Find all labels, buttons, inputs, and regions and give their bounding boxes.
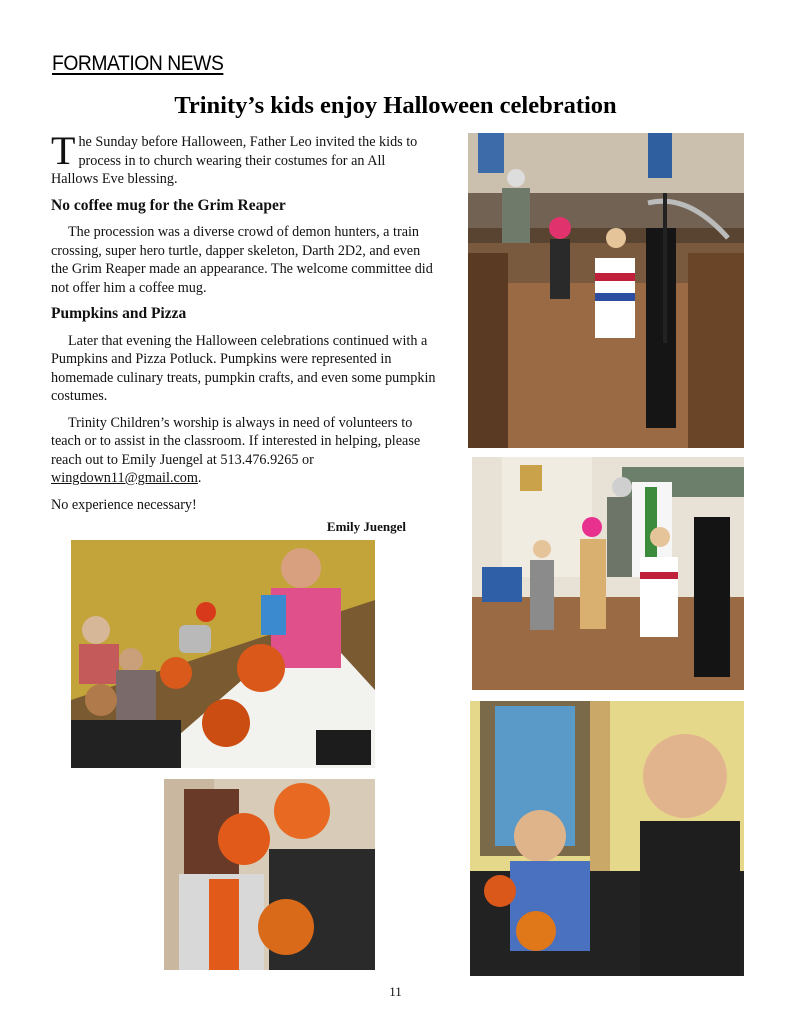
section-header: FORMATION NEWS [52,52,224,75]
photo-costumed-kids [472,457,744,690]
article-title: Trinity’s kids enjoy Halloween celebration [174,92,617,119]
procession-paragraph: The procession was a diverse crowd of demon hunters, a train crossing, super hero turtle, dapper skeleton, Darth 2D2, and even the Grim Reaper made an appearance. The welcome committee did not offer him a coffee mug. [51,224,433,296]
subheading-pumpkins-pizza: Pumpkins and Pizza [51,305,187,322]
photo-kids-with-pumpkin [470,701,744,976]
volunteer-end: . [197,470,202,486]
email-link[interactable]: wingdown11@gmail.com [51,470,198,486]
closing-line: No experience necessary! [51,496,197,513]
photo-pumpkin-carving [71,540,375,768]
article-body [51,128,436,537]
intro-text: he Sunday before Halloween, Father Leo invited the kids to process in to church wearing their costumes for an All Hallows Eve blessing. [51,134,418,187]
author-byline: Emily Juengel [326,519,406,534]
intro-paragraph [51,128,436,189]
photo-pumpkin-masks [164,779,375,970]
subheading-grim-reaper: No coffee mug for the Grim Reaper [51,196,286,214]
volunteer-text: Trinity Children’s worship is always in need of volunteers to teach or to assist in the classroom. If interested in helping, please reach out to Emily Juengel at 513.476.9265 or [51,414,421,468]
photo-church-procession [468,133,744,448]
pumpkins-paragraph: Later that evening the Halloween celebrations continued with a Pumpkins and Pizza Potluck. Pumpkins were represented in homemade culinary treats, pumpkin crafts, and even some pumpkin costumes. [51,332,436,404]
page-number: 11 [389,984,402,999]
volunteer-paragraph [51,414,436,488]
drop-cap: T [51,128,76,173]
